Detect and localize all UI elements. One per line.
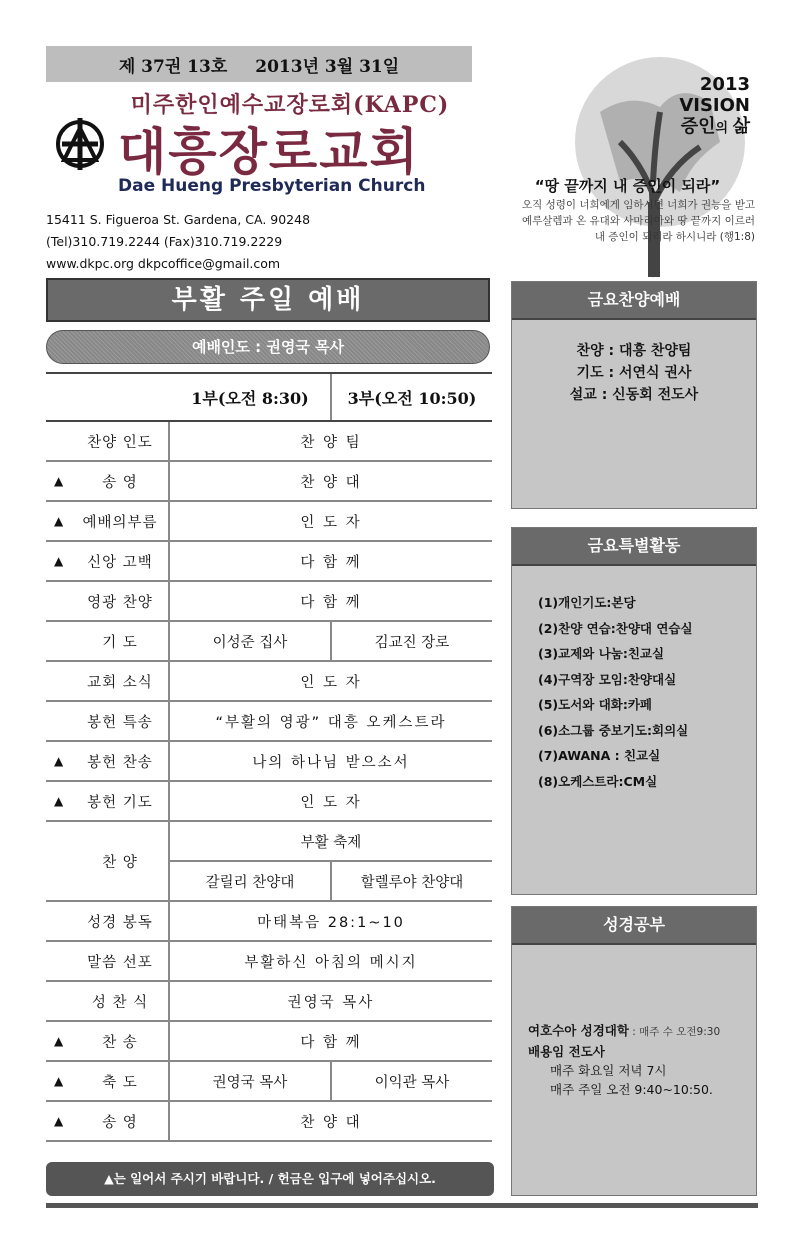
worship-line: 설교 : 신동회 전도사 bbox=[569, 387, 699, 403]
verse-line: 예루살렘과 온 유대와 사마리아와 땅 끝까지 이르러 bbox=[521, 215, 755, 227]
list-item: (1)개인기도:본당 bbox=[538, 595, 636, 610]
list-item: (3)교제와 나눔:친교실 bbox=[538, 646, 665, 661]
row-label: 봉헌 기도 bbox=[87, 794, 153, 811]
anthem-choir-3: 할렐루야 찬양대 bbox=[360, 874, 464, 891]
friday-activities-panel bbox=[511, 527, 757, 895]
row-value: 인 도 자 bbox=[300, 674, 362, 691]
row-label: 말씀 선포 bbox=[87, 954, 153, 971]
anthem-title: 부활 축제 bbox=[170, 822, 492, 862]
issue-volume: 제 37권 13호 bbox=[118, 56, 228, 77]
standing-marker: ▲ bbox=[54, 794, 64, 808]
list-item: (5)도서와 대화:카페 bbox=[538, 697, 652, 712]
row-label: 송 영 bbox=[102, 474, 138, 491]
standing-marker: ▲ bbox=[54, 474, 64, 488]
row-label: 봉헌 특송 bbox=[87, 714, 153, 731]
row-value: 인 도 자 bbox=[300, 514, 362, 531]
table-row bbox=[46, 1062, 492, 1102]
anthem-choir-1: 갈릴리 찬양대 bbox=[170, 862, 332, 900]
study-schedule: : 매주 수 오전9:30 bbox=[628, 1026, 721, 1038]
vision-quote: “땅 끝까지 내 증인이 되라” bbox=[534, 177, 721, 195]
panel-title: 금요찬양예배 bbox=[512, 282, 756, 320]
list-item: (2)찬양 연습:찬양대 연습실 bbox=[538, 620, 693, 636]
bible-study-panel bbox=[511, 906, 757, 1196]
verse-line: 내 증인이 되리라 하시니라 (행1:8) bbox=[594, 231, 755, 243]
study-time-1: 매주 화요일 저녁 7시 bbox=[550, 1063, 667, 1078]
table-row bbox=[46, 782, 492, 822]
issue-date: 2013년 3월 31일 bbox=[255, 56, 400, 77]
friday-worship-panel bbox=[511, 281, 757, 509]
row-value: 부활하신 아침의 메시지 bbox=[244, 954, 418, 971]
table-row bbox=[46, 742, 492, 782]
row-value-3: 이익관 목사 bbox=[374, 1074, 450, 1091]
standing-marker: ▲ bbox=[54, 754, 64, 768]
issue-bar bbox=[46, 46, 472, 82]
row-label: 영광 찬양 bbox=[87, 594, 153, 611]
row-label: 신앙 고백 bbox=[87, 554, 153, 571]
standing-note: ▲는 일어서 주시기 바랍니다. / 헌금은 입구에 넣어주십시오. bbox=[46, 1162, 494, 1196]
panel-title: 금요특별활동 bbox=[512, 528, 756, 566]
standing-marker: ▲ bbox=[54, 1114, 64, 1128]
row-label: 찬양 인도 bbox=[87, 434, 153, 451]
row-label: 기 도 bbox=[102, 634, 138, 651]
row-label: 성경 봉독 bbox=[87, 914, 153, 931]
row-value: 마태복음 28:1~10 bbox=[257, 914, 405, 931]
vision-theme-b: 의 bbox=[715, 121, 733, 136]
vision-verse bbox=[492, 197, 755, 245]
verse-line: 오직 성령이 너희에게 임하시면 너희가 권능을 받고 bbox=[521, 199, 755, 211]
web-email: www.dkpc.org dkpcoffice@gmail.com bbox=[46, 256, 281, 271]
church-logo-icon bbox=[50, 114, 110, 174]
table-row bbox=[46, 542, 492, 582]
worship-leader: 예배인도 : 권영국 목사 bbox=[46, 330, 490, 364]
row-label: 찬 양 bbox=[102, 854, 138, 871]
denomination-name: 미주한인예수교장로회(KAPC) bbox=[130, 92, 450, 118]
study-name: 여호수아 성경대학 bbox=[528, 1023, 629, 1038]
row-label: 예배의부름 bbox=[82, 514, 158, 531]
row-label: 성 찬 식 bbox=[91, 994, 149, 1011]
table-row bbox=[46, 702, 492, 742]
list-item: (6)소그룹 중보기도:회의실 bbox=[538, 722, 689, 738]
row-value: 다 함 께 bbox=[300, 1034, 362, 1051]
vision-word: VISION bbox=[679, 95, 750, 116]
row-value: 찬 양 대 bbox=[300, 1114, 362, 1131]
row-label: 송 영 bbox=[102, 1114, 138, 1131]
service-3-header: 3부(오전 10:50) bbox=[347, 388, 477, 408]
study-time-2: 매주 주일 오전 9:40~10:50. bbox=[550, 1082, 713, 1097]
row-value: 나의 하나님 받으소서 bbox=[252, 754, 410, 771]
table-row bbox=[46, 422, 492, 462]
table-row bbox=[46, 942, 492, 982]
church-name-english: Dae Hueng Presbyterian Church bbox=[118, 176, 426, 196]
list-item: (7)AWANA : 친교실 bbox=[538, 748, 661, 763]
standing-marker: ▲ bbox=[54, 554, 64, 568]
row-label: 교회 소식 bbox=[87, 674, 153, 691]
list-item: (8)오케스트라:CM실 bbox=[538, 773, 658, 789]
service-title: 부활 주일 예배 bbox=[46, 278, 490, 322]
anthem-row bbox=[46, 822, 492, 902]
address: 15411 S. Figueroa St. Gardena, CA. 90248 bbox=[46, 212, 311, 227]
worship-line: 기도 : 서연식 권사 bbox=[576, 365, 692, 381]
service-1-header: 1부(오전 8:30) bbox=[170, 374, 332, 420]
table-header-row bbox=[46, 374, 492, 422]
row-label: 찬 송 bbox=[102, 1034, 138, 1051]
panel-title: 성경공부 bbox=[512, 907, 756, 945]
worship-line: 찬양 : 대흥 찬양팀 bbox=[576, 343, 692, 359]
table-row bbox=[46, 582, 492, 622]
study-teacher: 배용임 전도사 bbox=[528, 1044, 605, 1059]
vision-year: 2013 bbox=[699, 74, 750, 95]
row-value-3: 김교진 장로 bbox=[374, 634, 450, 651]
phone-fax: (Tel)310.719.2244 (Fax)310.719.2229 bbox=[46, 234, 283, 249]
row-value: 권영국 목사 bbox=[287, 994, 375, 1011]
row-label: 봉헌 찬송 bbox=[87, 754, 153, 771]
table-row bbox=[46, 1102, 492, 1142]
table-row bbox=[46, 902, 492, 942]
table-row bbox=[46, 1022, 492, 1062]
table-row bbox=[46, 502, 492, 542]
table-row bbox=[46, 662, 492, 702]
table-row bbox=[46, 982, 492, 1022]
row-label: 축 도 bbox=[102, 1074, 138, 1091]
row-value: “부활의 영광” 대흥 오케스트라 bbox=[215, 714, 447, 731]
row-value: 다 함 께 bbox=[300, 554, 362, 571]
standing-marker: ▲ bbox=[54, 1034, 64, 1048]
order-of-worship-table bbox=[46, 372, 492, 1142]
vision-theme bbox=[681, 116, 750, 139]
list-item: (4)구역장 모임:찬양대실 bbox=[538, 671, 677, 687]
table-row bbox=[46, 462, 492, 502]
vision-theme-c: 삶 bbox=[732, 116, 750, 137]
church-name-korean: 대흥장로교회 bbox=[118, 122, 420, 181]
table-row bbox=[46, 622, 492, 662]
row-value: 인 도 자 bbox=[300, 794, 362, 811]
row-value: 찬 양 대 bbox=[300, 474, 362, 491]
row-value: 찬 양 팀 bbox=[300, 434, 362, 451]
bottom-divider bbox=[46, 1203, 758, 1208]
row-value-1: 이성준 집사 bbox=[170, 622, 332, 660]
standing-marker: ▲ bbox=[54, 514, 64, 528]
vision-theme-a: 증인 bbox=[680, 116, 716, 137]
standing-marker: ▲ bbox=[54, 1074, 64, 1088]
row-value-1: 권영국 목사 bbox=[170, 1062, 332, 1100]
row-value: 다 함 께 bbox=[300, 594, 362, 611]
